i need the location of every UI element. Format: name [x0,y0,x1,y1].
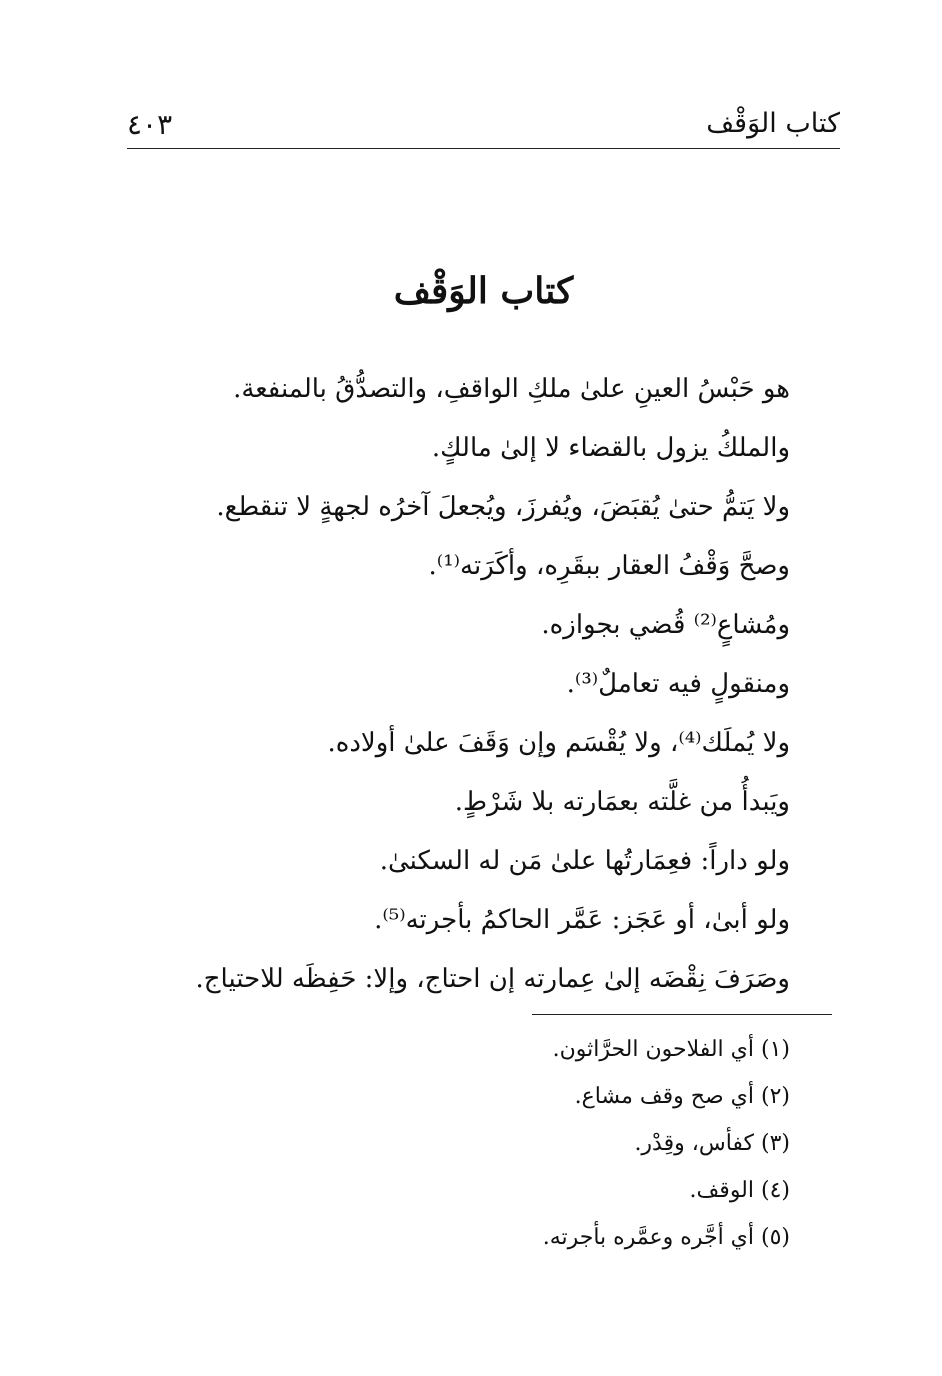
footnote-divider [532,1014,832,1015]
body-line: ويَبدأُ من غلَّته بعمَارته بلا شَرْطٍ. [454,787,790,817]
footnote-3: (٣) كفأس، وقِدْر. [634,1131,790,1156]
body-line: ولا يَتمُّ حتىٰ يُقبَضَ، ويُفرزَ، ويُجعلَ آخرُه لجهةٍ لا تنقطع. [216,492,790,522]
body-line: ومُشاعٍ⁽²⁾ قُضي بجوازه. [541,610,790,640]
body-line: ولو أبىٰ، أو عَجَز: عَمَّر الحاكمُ بأجرته⁽⁵⁾. [374,905,790,935]
running-header [127,104,840,149]
body-line: ومنقولٍ فيه تعاملٌ⁽³⁾. [566,669,790,699]
body-line: وصَرَفَ نِقْضَه إلىٰ عِمارته إن احتاج، وإلا: حَفِظَه للاحتياج. [195,964,790,994]
header-title: كتاب الوَقْف [706,108,840,139]
footnotes [190,1026,790,1261]
footnote-4: (٤) الوقف. [689,1178,790,1203]
footnote-5: (٥) أي أجَّره وعمَّره بأجرته. [542,1225,790,1250]
body-line: هو حَبْسُ العينِ علىٰ ملكِ الواقفِ، والتصدُّقُ بالمنفعة. [233,374,790,404]
body-line: ولا يُملَك⁽⁴⁾، ولا يُقْسَم وإن وَقَفَ علىٰ أولاده. [327,728,790,758]
body-line: وصحَّ وَقْفُ العقار ببقَرِه، وأكَرَته⁽¹⁾. [428,551,790,581]
body-line: والملكُ يزول بالقضاء لا إلىٰ مالكٍ. [431,433,790,463]
body-line: ولو داراً: فعِمَارتُها علىٰ مَن له السكنىٰ. [379,846,790,876]
body-text [140,360,790,1009]
footnote-2: (٢) أي صح وقف مشاع. [574,1084,790,1109]
page-number: ٤٠٣ [127,108,173,141]
chapter-title: كتاب الوَقْف [393,270,574,312]
footnote-1: (١) أي الفلاحون الحرَّاثون. [552,1037,790,1062]
